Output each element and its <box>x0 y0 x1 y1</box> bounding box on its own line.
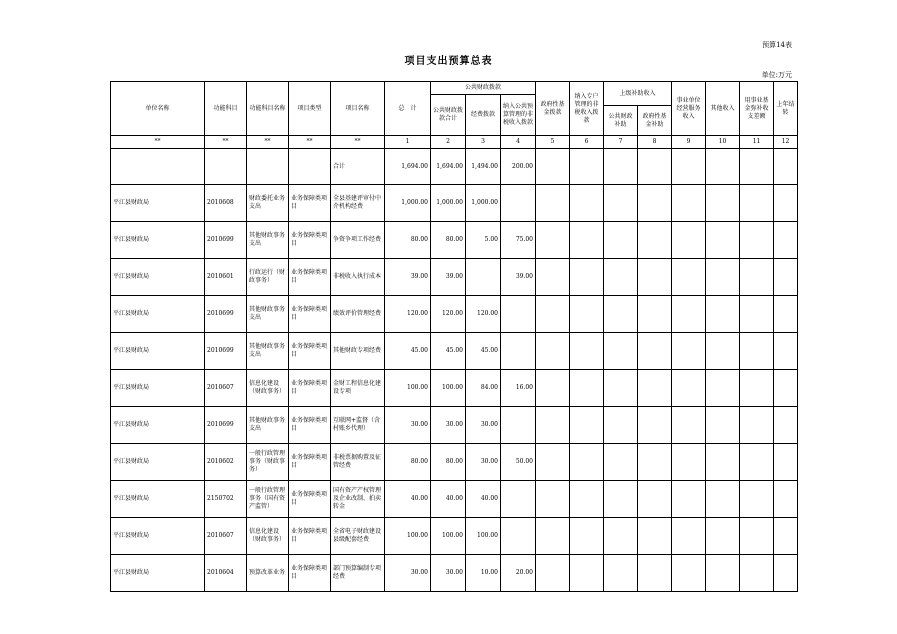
index-cell: 1 <box>385 136 431 149</box>
row-func-name: 信息化建设（财政事务） <box>247 370 289 407</box>
header-prior-balance: 上年结转 <box>774 82 798 136</box>
row-project-name: 全省电子财政建设县级配套经费 <box>331 518 385 555</box>
row-pf-funds <box>466 259 501 296</box>
row-total: 30.00 <box>385 407 431 444</box>
table-row <box>111 259 798 296</box>
row-pf-funds: 45.00 <box>466 333 501 370</box>
empty-cell <box>638 333 672 370</box>
empty-cell <box>774 333 798 370</box>
row-func-name: 其他财政事务支出 <box>247 296 289 333</box>
row-func-name: 一般行政管理事务（国有资产监管） <box>247 481 289 518</box>
index-cell: 5 <box>536 136 570 149</box>
total-row <box>111 149 798 185</box>
empty-cell <box>638 222 672 259</box>
empty-cell <box>536 259 570 296</box>
row-project-name: 互联网+监督（含村账乡代理） <box>331 407 385 444</box>
empty-cell <box>672 407 706 444</box>
empty-cell <box>672 259 706 296</box>
row-func-code: 2010608 <box>205 185 247 222</box>
table-row <box>111 333 798 370</box>
index-cell: 12 <box>774 136 798 149</box>
empty-cell <box>536 407 570 444</box>
row-pf-nontax: 20.00 <box>501 555 536 592</box>
empty-cell <box>774 259 798 296</box>
empty-cell <box>604 407 638 444</box>
empty-cell <box>706 222 740 259</box>
project-budget-table <box>110 81 798 592</box>
empty-cell <box>740 518 774 555</box>
header-func-name: 功能科目名称 <box>247 82 289 136</box>
row-unit-name: 平江县财政局 <box>111 407 205 444</box>
row-pf-funds: 120.00 <box>466 296 501 333</box>
row-unit-name: 平江县财政局 <box>111 370 205 407</box>
row-pf-nontax: 16.00 <box>501 370 536 407</box>
empty-cell <box>570 407 604 444</box>
empty-cell <box>774 296 798 333</box>
empty-cell <box>570 222 604 259</box>
header-special-nontax: 纳入专户管理的非税收入拨款 <box>570 82 604 136</box>
empty-cell <box>638 555 672 592</box>
page-title: 项目支出预算总表 <box>404 56 493 67</box>
empty-cell <box>740 555 774 592</box>
empty-cell <box>638 518 672 555</box>
row-func-name: 预算改革业务 <box>247 555 289 592</box>
header-unit-name: 单位名称 <box>111 82 205 136</box>
row-func-code: 2010699 <box>205 222 247 259</box>
empty-cell <box>604 333 638 370</box>
row-unit-name: 平江县财政局 <box>111 518 205 555</box>
row-func-code: 2010602 <box>205 444 247 481</box>
row-project-type: 业务保障类项目 <box>289 518 331 555</box>
empty-cell <box>774 555 798 592</box>
empty-cell <box>740 407 774 444</box>
row-func-name: 其他财政事务支出 <box>247 407 289 444</box>
row-pf-funds: 10.00 <box>466 555 501 592</box>
empty-cell <box>672 444 706 481</box>
header-project-type: 项目类型 <box>289 82 331 136</box>
row-pf-subtotal: 100.00 <box>431 518 466 555</box>
empty-cell <box>672 518 706 555</box>
index-cell: 6 <box>570 136 604 149</box>
empty-cell <box>740 370 774 407</box>
header-other-income: 其他收入 <box>706 82 740 136</box>
empty-cell <box>536 518 570 555</box>
table-row <box>111 444 798 481</box>
empty-cell <box>604 185 638 222</box>
table-row <box>111 370 798 407</box>
index-cell: ** <box>247 136 289 149</box>
empty-cell <box>536 370 570 407</box>
row-unit-name: 平江县财政局 <box>111 296 205 333</box>
row-project-name: 非税票据购置及征管经费 <box>331 444 385 481</box>
empty-cell <box>536 185 570 222</box>
empty-cell <box>604 444 638 481</box>
empty-cell <box>536 296 570 333</box>
row-pf-subtotal: 39.00 <box>431 259 466 296</box>
row-project-name: 争资争项工作经费 <box>331 222 385 259</box>
table-row <box>111 185 798 222</box>
empty-cell <box>570 333 604 370</box>
empty-cell <box>672 333 706 370</box>
table-row <box>111 518 798 555</box>
empty-cell <box>774 370 798 407</box>
empty-cell <box>536 555 570 592</box>
empty-cell <box>672 222 706 259</box>
empty-cell <box>604 555 638 592</box>
index-cell: ** <box>289 136 331 149</box>
row-project-type: 业务保障类项目 <box>289 370 331 407</box>
header-gov-fund: 政府性基金拨款 <box>536 82 570 136</box>
row-func-code: 2010604 <box>205 555 247 592</box>
empty-cell <box>706 185 740 222</box>
empty-cell <box>774 518 798 555</box>
row-total: 80.00 <box>385 444 431 481</box>
empty-cell <box>706 444 740 481</box>
empty-cell <box>570 259 604 296</box>
row-project-name: 非税收入执行成本 <box>331 259 385 296</box>
index-cell: ** <box>111 136 205 149</box>
row-total: 80.00 <box>385 222 431 259</box>
row-total: 40.00 <box>385 481 431 518</box>
row-pf-subtotal: 40.00 <box>431 481 466 518</box>
row-pf-funds: 30.00 <box>466 444 501 481</box>
index-cell: ** <box>205 136 247 149</box>
row-func-code: 2010607 <box>205 370 247 407</box>
header-public-finance: 公共财政拨款 <box>431 82 536 95</box>
empty-cell <box>604 296 638 333</box>
empty-cell <box>604 370 638 407</box>
row-pf-subtotal: 30.00 <box>431 555 466 592</box>
row-func-code: 2010607 <box>205 518 247 555</box>
empty-cell <box>774 222 798 259</box>
row-unit-name: 平江县财政局 <box>111 444 205 481</box>
empty-cell <box>570 444 604 481</box>
row-project-type: 业务保障类项目 <box>289 444 331 481</box>
empty-cell <box>706 555 740 592</box>
index-cell: 2 <box>431 136 466 149</box>
row-func-name: 其他财政事务支出 <box>247 333 289 370</box>
empty-cell <box>740 333 774 370</box>
empty-cell <box>706 518 740 555</box>
row-pf-funds: 84.00 <box>466 370 501 407</box>
row-project-type: 业务保障类项目 <box>289 259 331 296</box>
row-project-name: 绩效评价管理经费 <box>331 296 385 333</box>
header-sup-gov-fund: 政府性基金补助 <box>638 106 672 136</box>
row-pf-nontax <box>501 333 536 370</box>
empty-cell <box>740 296 774 333</box>
row-func-name: 信息化建设（财政事务） <box>247 518 289 555</box>
empty-cell <box>570 481 604 518</box>
row-pf-nontax <box>501 518 536 555</box>
empty-cell <box>672 185 706 222</box>
row-project-name: 金财工程信息化建设专项 <box>331 370 385 407</box>
row-pf-nontax: 50.00 <box>501 444 536 481</box>
empty-cell <box>604 481 638 518</box>
empty-cell <box>604 222 638 259</box>
header-superior-subsidy: 上级补助收入 <box>604 82 672 106</box>
row-func-name: 其他财政事务支出 <box>247 222 289 259</box>
index-cell: 11 <box>740 136 774 149</box>
header-enterprise-income: 事业单位经营服务收入 <box>672 82 706 136</box>
row-unit-name: 平江县财政局 <box>111 481 205 518</box>
empty-cell <box>672 296 706 333</box>
empty-cell <box>740 259 774 296</box>
empty-cell <box>638 444 672 481</box>
row-pf-funds: 30.00 <box>466 407 501 444</box>
empty-cell <box>706 370 740 407</box>
row-total: 45.00 <box>385 333 431 370</box>
empty-cell <box>638 481 672 518</box>
row-func-code: 2010601 <box>205 259 247 296</box>
empty-cell <box>706 481 740 518</box>
row-pf-nontax: 39.00 <box>501 259 536 296</box>
row-func-code: 2010699 <box>205 296 247 333</box>
row-pf-subtotal: 45.00 <box>431 333 466 370</box>
row-func-code: 2010699 <box>205 333 247 370</box>
empty-cell <box>774 185 798 222</box>
index-cell: ** <box>331 136 385 149</box>
header-total: 总 计 <box>385 82 431 136</box>
row-pf-subtotal: 1,000.00 <box>431 185 466 222</box>
row-pf-subtotal: 80.00 <box>431 444 466 481</box>
empty-cell <box>740 481 774 518</box>
index-cell: 4 <box>501 136 536 149</box>
row-unit-name: 平江县财政局 <box>111 259 205 296</box>
empty-cell <box>570 370 604 407</box>
row-pf-nontax <box>501 481 536 518</box>
header-project-name: 项目名称 <box>331 82 385 136</box>
index-cell: 10 <box>706 136 740 149</box>
index-row <box>111 136 798 149</box>
empty-cell <box>740 222 774 259</box>
header-func-code: 功能科目 <box>205 82 247 136</box>
row-total: 30.00 <box>385 555 431 592</box>
empty-cell <box>570 296 604 333</box>
form-number: 预算14表 <box>762 41 792 49</box>
empty-cell <box>740 185 774 222</box>
empty-cell <box>672 370 706 407</box>
total-total: 1,694.00 <box>385 149 431 185</box>
total-pf-funds: 1,494.00 <box>466 149 501 185</box>
index-cell: 7 <box>604 136 638 149</box>
row-project-type: 业务保障类项目 <box>289 555 331 592</box>
empty-cell <box>706 296 740 333</box>
row-unit-name: 平江县财政局 <box>111 185 205 222</box>
empty-cell <box>638 407 672 444</box>
empty-cell <box>740 444 774 481</box>
row-pf-nontax <box>501 296 536 333</box>
row-func-code: 2150702 <box>205 481 247 518</box>
row-pf-nontax: 75.00 <box>501 222 536 259</box>
index-cell: 9 <box>672 136 706 149</box>
row-total: 120.00 <box>385 296 431 333</box>
index-cell: 3 <box>466 136 501 149</box>
empty-cell <box>672 555 706 592</box>
empty-cell <box>638 259 672 296</box>
empty-cell <box>570 185 604 222</box>
index-cell: 8 <box>638 136 672 149</box>
row-unit-name: 平江县财政局 <box>111 222 205 259</box>
row-pf-nontax <box>501 407 536 444</box>
empty-cell <box>706 407 740 444</box>
row-pf-funds: 5.00 <box>466 222 501 259</box>
total-pf-nontax: 200.00 <box>501 149 536 185</box>
row-pf-funds: 1,000.00 <box>466 185 501 222</box>
header-pf-nontax: 纳入公共预算管理的非税收入拨款 <box>501 95 536 136</box>
row-func-name: 一般行政管理事务（财政事务） <box>247 444 289 481</box>
total-pf-subtotal: 1,694.00 <box>431 149 466 185</box>
empty-cell <box>774 481 798 518</box>
empty-cell <box>638 185 672 222</box>
row-pf-funds: 100.00 <box>466 518 501 555</box>
row-project-name: 全县基建评审付中介机构经费 <box>331 185 385 222</box>
empty-cell <box>570 555 604 592</box>
row-project-name: 部门预算编制专项经费 <box>331 555 385 592</box>
row-func-name: 财政委托业务支出 <box>247 185 289 222</box>
row-unit-name: 平江县财政局 <box>111 555 205 592</box>
empty-cell <box>536 481 570 518</box>
table-row <box>111 555 798 592</box>
empty-cell <box>604 259 638 296</box>
empty-cell <box>672 481 706 518</box>
row-pf-subtotal: 100.00 <box>431 370 466 407</box>
empty-cell <box>706 333 740 370</box>
row-func-code: 2010699 <box>205 407 247 444</box>
row-project-name: 国有资产产权管理及企业改制、拍卖转金 <box>331 481 385 518</box>
row-pf-subtotal: 80.00 <box>431 222 466 259</box>
empty-cell <box>774 444 798 481</box>
row-pf-funds: 40.00 <box>466 481 501 518</box>
empty-cell <box>604 518 638 555</box>
row-project-type: 业务保障类项目 <box>289 185 331 222</box>
empty-cell <box>536 444 570 481</box>
table-row <box>111 481 798 518</box>
row-project-type: 业务保障类项目 <box>289 296 331 333</box>
row-pf-nontax <box>501 185 536 222</box>
row-project-type: 业务保障类项目 <box>289 481 331 518</box>
row-pf-subtotal: 30.00 <box>431 407 466 444</box>
empty-cell <box>706 259 740 296</box>
row-project-type: 业务保障类项目 <box>289 333 331 370</box>
row-total: 100.00 <box>385 518 431 555</box>
table-row <box>111 296 798 333</box>
total-label: 合计 <box>331 149 385 185</box>
row-project-type: 业务保障类项目 <box>289 407 331 444</box>
header-pf-funds: 经费拨款 <box>466 95 501 136</box>
empty-cell <box>638 296 672 333</box>
empty-cell <box>570 518 604 555</box>
header-fund-balance: 用事业基金弥补收支差额 <box>740 82 774 136</box>
row-func-name: 行政运行（财政事务） <box>247 259 289 296</box>
row-project-type: 业务保障类项目 <box>289 222 331 259</box>
row-total: 39.00 <box>385 259 431 296</box>
row-project-name: 其他财政专项经费 <box>331 333 385 370</box>
empty-cell <box>638 370 672 407</box>
table-row <box>111 407 798 444</box>
empty-cell <box>536 333 570 370</box>
empty-cell <box>536 222 570 259</box>
header-pf-subtotal: 公共财政拨款合计 <box>431 95 466 136</box>
unit-label: 单位:万元 <box>761 71 792 79</box>
table-row <box>111 222 798 259</box>
row-unit-name: 平江县财政局 <box>111 333 205 370</box>
row-total: 100.00 <box>385 370 431 407</box>
row-total: 1,000.00 <box>385 185 431 222</box>
empty-cell <box>774 407 798 444</box>
row-pf-subtotal: 120.00 <box>431 296 466 333</box>
header-sup-public: 公共财政补助 <box>604 106 638 136</box>
